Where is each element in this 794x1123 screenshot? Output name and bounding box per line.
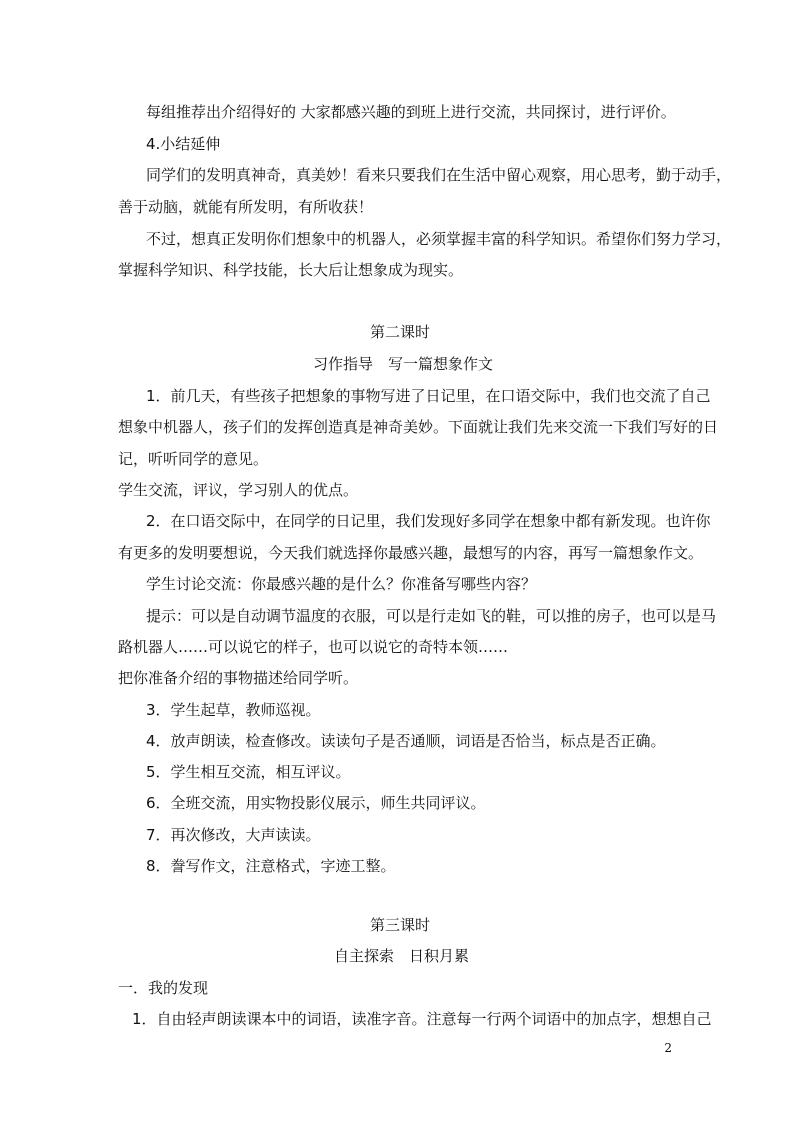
list-item: 5．学生相互交流，相互评议。 bbox=[146, 763, 351, 781]
paragraph-line: 善于动脑，就能有所发明，有所收获！ bbox=[118, 198, 374, 216]
paragraph-line: 把你准备介绍的事物描述给同学听。 bbox=[118, 669, 359, 687]
paragraph-line: 2．在口语交际中，在同学的日记里，我们发现好多同学在想象中都有新发现。也许你 bbox=[146, 512, 711, 530]
section-heading: 一．我的发现 bbox=[118, 979, 209, 997]
paragraph-line: 有更多的发明要想说，今天我们就选择你最感兴趣，最想写的内容，再写一篇想象作文。 bbox=[118, 544, 704, 562]
paragraph-line: 学生交流，评议，学习别人的优点。 bbox=[118, 481, 359, 499]
paragraph-line: 4.小结延伸 bbox=[146, 135, 221, 153]
lesson-heading: 第二课时 bbox=[370, 323, 431, 341]
paragraph-line: 提示：可以是自动调节温度的衣服，可以是行走如飞的鞋，可以推的房子，也可以是马 bbox=[146, 607, 717, 625]
paragraph-line: 不过，想真正发明你们想象中的机器人，必须掌握丰富的科学知识。希望你们努力学习， bbox=[146, 230, 732, 248]
lesson-heading: 第三课时 bbox=[370, 916, 431, 934]
paragraph-line: 路机器人……可以说它的样子，也可以说它的奇特本领…… bbox=[118, 638, 509, 656]
paragraph-line: 1．前几天，有些孩子把想象的事物写进了日记里，在口语交际中，我们也交流了自己 bbox=[146, 387, 711, 405]
paragraph-line: 同学们的发明真神奇，真美妙！看来只要我们在生活中留心观察，用心思考，勤于动手， bbox=[146, 166, 732, 184]
paragraph-line: 学生讨论交流：你最感兴趣的是什么？你准备写哪些内容？ bbox=[146, 575, 537, 593]
lesson-subheading: 习作指导 写一篇想象作文 bbox=[313, 355, 494, 373]
list-item: 4．放声朗读，检查修改。读读句子是否通顺，词语是否恰当，标点是否正确。 bbox=[146, 732, 666, 750]
lesson-subheading: 自主探索 日积月累 bbox=[334, 947, 470, 965]
paragraph-line: 每组推荐出介绍得好的 大家都感兴趣的到班上进行交流，共同探讨，进行评价。 bbox=[146, 103, 676, 121]
list-item: 6．全班交流，用实物投影仪展示，师生共同评议。 bbox=[146, 794, 486, 812]
list-item: 3．学生起草，教师巡视。 bbox=[146, 701, 321, 719]
paragraph-line: 记，听听同学的意见。 bbox=[118, 450, 269, 468]
list-item: 1．自由轻声朗读课本中的词语，读准字音。注意每一行两个词语中的加点字，想想自己 bbox=[132, 1010, 712, 1028]
list-item: 8．誊写作文，注意格式，字迹工整。 bbox=[146, 857, 396, 875]
list-item: 7．再次修改，大声读读。 bbox=[146, 826, 321, 844]
paragraph-line: 掌握科学知识、科学技能，长大后让想象成为现实。 bbox=[118, 261, 464, 279]
page-number: 2 bbox=[664, 1041, 672, 1055]
paragraph-line: 想象中机器人，孩子们的发挥创造真是神奇美妙。下面就让我们先来交流一下我们写好的日 bbox=[118, 418, 719, 436]
